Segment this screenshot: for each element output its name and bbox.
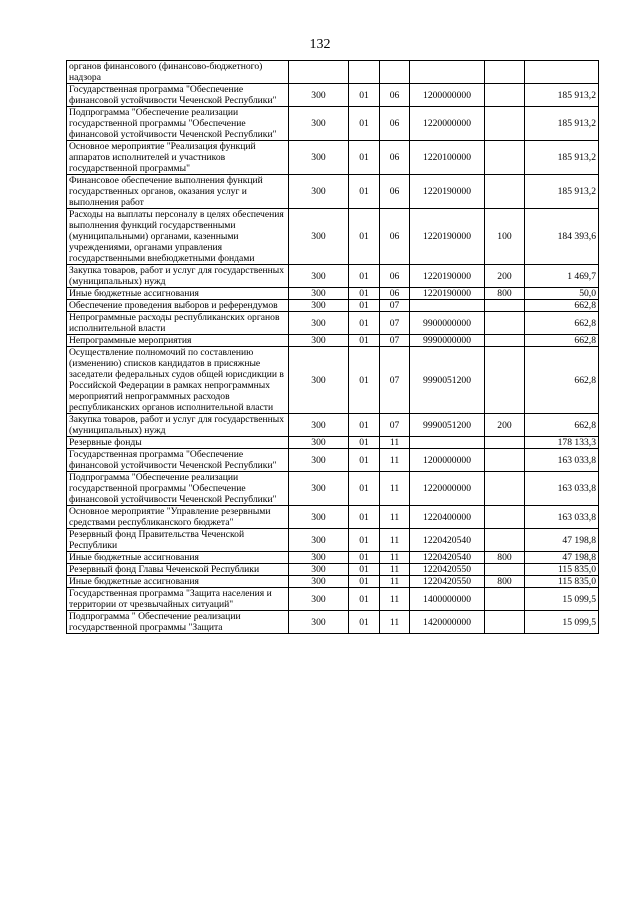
row-section-cell: 01 [349, 335, 380, 347]
table-row [67, 449, 599, 472]
row-section-cell: 01 [349, 576, 380, 588]
row-name-cell: Подпрограмма "Обеспечение реализации государственной программы "Обеспечение финансовой устойчивости Чеченской Республики" [67, 107, 289, 141]
row-amount-cell [525, 61, 599, 84]
table-row [67, 141, 599, 175]
row-admin-code-cell: 300 [289, 564, 349, 576]
row-target-article-cell [410, 61, 485, 84]
row-name-cell: Закупка товаров, работ и услуг для государственных (муниципальных) нужд [67, 265, 289, 288]
row-expense-type-cell [485, 588, 525, 611]
row-target-article-cell: 1220420540 [410, 529, 485, 552]
row-amount-cell: 163 033,8 [525, 449, 599, 472]
row-section-cell: 01 [349, 300, 380, 312]
row-target-article-cell: 1220190000 [410, 265, 485, 288]
row-admin-code-cell: 300 [289, 347, 349, 414]
row-amount-cell: 15 099,5 [525, 611, 599, 634]
row-subsection-cell: 11 [380, 576, 410, 588]
row-subsection-cell: 06 [380, 141, 410, 175]
row-target-article-cell: 9990051200 [410, 347, 485, 414]
row-name-cell: Закупка товаров, работ и услуг для государственных (муниципальных) нужд [67, 414, 289, 437]
row-subsection-cell: 07 [380, 335, 410, 347]
row-target-article-cell: 1220000000 [410, 472, 485, 506]
row-admin-code-cell: 300 [289, 141, 349, 175]
row-subsection-cell: 11 [380, 588, 410, 611]
row-amount-cell: 163 033,8 [525, 472, 599, 506]
table-row [67, 564, 599, 576]
row-expense-type-cell [485, 300, 525, 312]
row-expense-type-cell: 800 [485, 288, 525, 300]
row-subsection-cell: 07 [380, 414, 410, 437]
row-name-cell: Резервный фонд Главы Чеченской Республики [67, 564, 289, 576]
row-expense-type-cell [485, 84, 525, 107]
row-expense-type-cell: 200 [485, 414, 525, 437]
row-admin-code-cell: 300 [289, 300, 349, 312]
row-amount-cell: 115 835,0 [525, 576, 599, 588]
table-row [67, 576, 599, 588]
row-amount-cell: 662,8 [525, 312, 599, 335]
row-subsection-cell: 11 [380, 552, 410, 564]
row-expense-type-cell [485, 449, 525, 472]
table-row [67, 288, 599, 300]
row-admin-code-cell: 300 [289, 107, 349, 141]
row-name-cell: Подпрограмма " Обеспечение реализации государственной программы "Защита [67, 611, 289, 634]
row-subsection-cell: 11 [380, 564, 410, 576]
row-subsection-cell: 07 [380, 300, 410, 312]
row-section-cell: 01 [349, 564, 380, 576]
row-target-article-cell: 1200000000 [410, 84, 485, 107]
row-target-article-cell: 1220000000 [410, 107, 485, 141]
row-target-article-cell: 1220420540 [410, 552, 485, 564]
row-expense-type-cell [485, 347, 525, 414]
row-name-cell: Основное мероприятие "Реализация функций аппаратов исполнителей и участников государственной программы" [67, 141, 289, 175]
row-name-cell: Основное мероприятие "Управление резервными средствами республиканского бюджета" [67, 506, 289, 529]
row-section-cell: 01 [349, 506, 380, 529]
row-section-cell: 01 [349, 175, 380, 209]
row-expense-type-cell [485, 611, 525, 634]
row-target-article-cell: 9900000000 [410, 312, 485, 335]
row-amount-cell: 47 198,8 [525, 552, 599, 564]
row-section-cell: 01 [349, 414, 380, 437]
row-name-cell: Подпрограмма "Обеспечение реализации государственной программы "Обеспечение финансовой устойчивости Чеченской Республики" [67, 472, 289, 506]
row-section-cell: 01 [349, 529, 380, 552]
row-name-cell: Государственная программа "Защита населения и территории от чрезвычайных ситуаций" [67, 588, 289, 611]
row-target-article-cell: 1220420550 [410, 576, 485, 588]
table-row [67, 61, 599, 84]
row-subsection-cell: 11 [380, 449, 410, 472]
row-section-cell: 01 [349, 84, 380, 107]
row-subsection-cell: 11 [380, 506, 410, 529]
row-subsection-cell: 06 [380, 265, 410, 288]
row-section-cell: 01 [349, 312, 380, 335]
row-expense-type-cell: 200 [485, 265, 525, 288]
row-admin-code-cell: 300 [289, 209, 349, 265]
row-target-article-cell: 1420000000 [410, 611, 485, 634]
row-section-cell: 01 [349, 107, 380, 141]
table-row [67, 84, 599, 107]
row-target-article-cell [410, 437, 485, 449]
row-amount-cell: 15 099,5 [525, 588, 599, 611]
row-admin-code-cell: 300 [289, 312, 349, 335]
budget-table [66, 60, 599, 634]
row-name-cell: Резервные фонды [67, 437, 289, 449]
row-admin-code-cell: 300 [289, 529, 349, 552]
page-number: 132 [309, 37, 331, 52]
row-name-cell: Непрограммные расходы республиканских органов исполнительной власти [67, 312, 289, 335]
row-expense-type-cell [485, 437, 525, 449]
row-name-cell: Обеспечение проведения выборов и референдумов [67, 300, 289, 312]
row-admin-code-cell: 300 [289, 588, 349, 611]
row-amount-cell: 662,8 [525, 335, 599, 347]
row-name-cell: Непрограммные мероприятия [67, 335, 289, 347]
row-admin-code-cell: 300 [289, 437, 349, 449]
row-amount-cell: 163 033,8 [525, 506, 599, 529]
row-subsection-cell: 11 [380, 529, 410, 552]
row-amount-cell: 1 469,7 [525, 265, 599, 288]
table-row [67, 312, 599, 335]
row-name-cell: Государственная программа "Обеспечение финансовой устойчивости Чеченской Республики" [67, 84, 289, 107]
row-amount-cell: 47 198,8 [525, 529, 599, 552]
row-admin-code-cell: 300 [289, 335, 349, 347]
table-row [67, 588, 599, 611]
row-expense-type-cell [485, 175, 525, 209]
table-row [67, 414, 599, 437]
table-row [67, 265, 599, 288]
row-amount-cell: 662,8 [525, 414, 599, 437]
row-subsection-cell: 11 [380, 437, 410, 449]
row-amount-cell: 185 913,2 [525, 107, 599, 141]
row-section-cell: 01 [349, 209, 380, 265]
table-row [67, 209, 599, 265]
row-expense-type-cell [485, 141, 525, 175]
row-subsection-cell: 06 [380, 107, 410, 141]
row-target-article-cell: 1220190000 [410, 288, 485, 300]
row-amount-cell: 662,8 [525, 300, 599, 312]
row-target-article-cell: 1220190000 [410, 175, 485, 209]
row-subsection-cell: 07 [380, 312, 410, 335]
row-expense-type-cell: 800 [485, 552, 525, 564]
row-expense-type-cell [485, 335, 525, 347]
row-expense-type-cell [485, 529, 525, 552]
row-amount-cell: 662,8 [525, 347, 599, 414]
row-admin-code-cell: 300 [289, 472, 349, 506]
table-row [67, 300, 599, 312]
row-amount-cell: 50,0 [525, 288, 599, 300]
row-admin-code-cell: 300 [289, 288, 349, 300]
row-name-cell: Иные бюджетные ассигнования [67, 552, 289, 564]
table-row [67, 347, 599, 414]
row-subsection-cell: 06 [380, 288, 410, 300]
row-expense-type-cell [485, 61, 525, 84]
row-section-cell: 01 [349, 472, 380, 506]
table-row [67, 552, 599, 564]
row-admin-code-cell: 300 [289, 414, 349, 437]
table-row [67, 506, 599, 529]
table-row [67, 472, 599, 506]
row-section-cell: 01 [349, 588, 380, 611]
row-target-article-cell: 1400000000 [410, 588, 485, 611]
table-row [67, 437, 599, 449]
row-name-cell: Осуществление полномочий по составлению (изменению) списков кандидатов в присяжные заседатели федеральных судов общей юрисдикции в Российской Федерации в рамках непрограммных мероприятий непрограммных расходов республиканских органов исполнительной власти [67, 347, 289, 414]
row-section-cell [349, 61, 380, 84]
row-name-cell: Государственная программа "Обеспечение финансовой устойчивости Чеченской Республики" [67, 449, 289, 472]
row-name-cell: Расходы на выплаты персоналу в целях обеспечения выполнения функций государственными (муниципальными) органами, казенными учреждениями, органами управления государственными внебюджетными фондами [67, 209, 289, 265]
row-section-cell: 01 [349, 288, 380, 300]
row-section-cell: 01 [349, 552, 380, 564]
table-row [67, 529, 599, 552]
row-target-article-cell: 1220100000 [410, 141, 485, 175]
row-target-article-cell: 9990051200 [410, 414, 485, 437]
row-section-cell: 01 [349, 611, 380, 634]
row-subsection-cell: 07 [380, 347, 410, 414]
row-expense-type-cell [485, 107, 525, 141]
row-admin-code-cell: 300 [289, 611, 349, 634]
budget-table-body [67, 61, 599, 634]
row-amount-cell: 115 835,0 [525, 564, 599, 576]
row-name-cell: органов финансового (финансово-бюджетного) надзора [67, 61, 289, 84]
row-expense-type-cell [485, 312, 525, 335]
row-subsection-cell: 11 [380, 472, 410, 506]
row-name-cell: Иные бюджетные ассигнования [67, 576, 289, 588]
row-admin-code-cell: 300 [289, 84, 349, 107]
row-expense-type-cell [485, 506, 525, 529]
row-admin-code-cell [289, 61, 349, 84]
row-section-cell: 01 [349, 265, 380, 288]
row-section-cell: 01 [349, 141, 380, 175]
row-amount-cell: 185 913,2 [525, 175, 599, 209]
row-expense-type-cell [485, 564, 525, 576]
row-section-cell: 01 [349, 449, 380, 472]
row-expense-type-cell: 800 [485, 576, 525, 588]
row-amount-cell: 184 393,6 [525, 209, 599, 265]
row-target-article-cell: 1220420550 [410, 564, 485, 576]
row-target-article-cell [410, 300, 485, 312]
row-target-article-cell: 1220400000 [410, 506, 485, 529]
row-target-article-cell: 9990000000 [410, 335, 485, 347]
row-expense-type-cell [485, 472, 525, 506]
row-subsection-cell: 11 [380, 611, 410, 634]
row-admin-code-cell: 300 [289, 576, 349, 588]
row-amount-cell: 178 133,3 [525, 437, 599, 449]
row-admin-code-cell: 300 [289, 506, 349, 529]
row-expense-type-cell: 100 [485, 209, 525, 265]
table-row [67, 107, 599, 141]
table-row [67, 175, 599, 209]
row-amount-cell: 185 913,2 [525, 141, 599, 175]
row-amount-cell: 185 913,2 [525, 84, 599, 107]
table-row [67, 335, 599, 347]
row-target-article-cell: 1220190000 [410, 209, 485, 265]
row-section-cell: 01 [349, 347, 380, 414]
row-subsection-cell: 06 [380, 209, 410, 265]
row-name-cell: Иные бюджетные ассигнования [67, 288, 289, 300]
row-admin-code-cell: 300 [289, 175, 349, 209]
row-target-article-cell: 1200000000 [410, 449, 485, 472]
row-subsection-cell [380, 61, 410, 84]
row-admin-code-cell: 300 [289, 552, 349, 564]
row-subsection-cell: 06 [380, 175, 410, 209]
row-section-cell: 01 [349, 437, 380, 449]
row-subsection-cell: 06 [380, 84, 410, 107]
row-name-cell: Финансовое обеспечение выполнения функций государственных органов, оказания услуг и выполнения работ [67, 175, 289, 209]
table-row [67, 611, 599, 634]
row-admin-code-cell: 300 [289, 449, 349, 472]
row-admin-code-cell: 300 [289, 265, 349, 288]
row-name-cell: Резервный фонд Правительства Чеченской Республики [67, 529, 289, 552]
